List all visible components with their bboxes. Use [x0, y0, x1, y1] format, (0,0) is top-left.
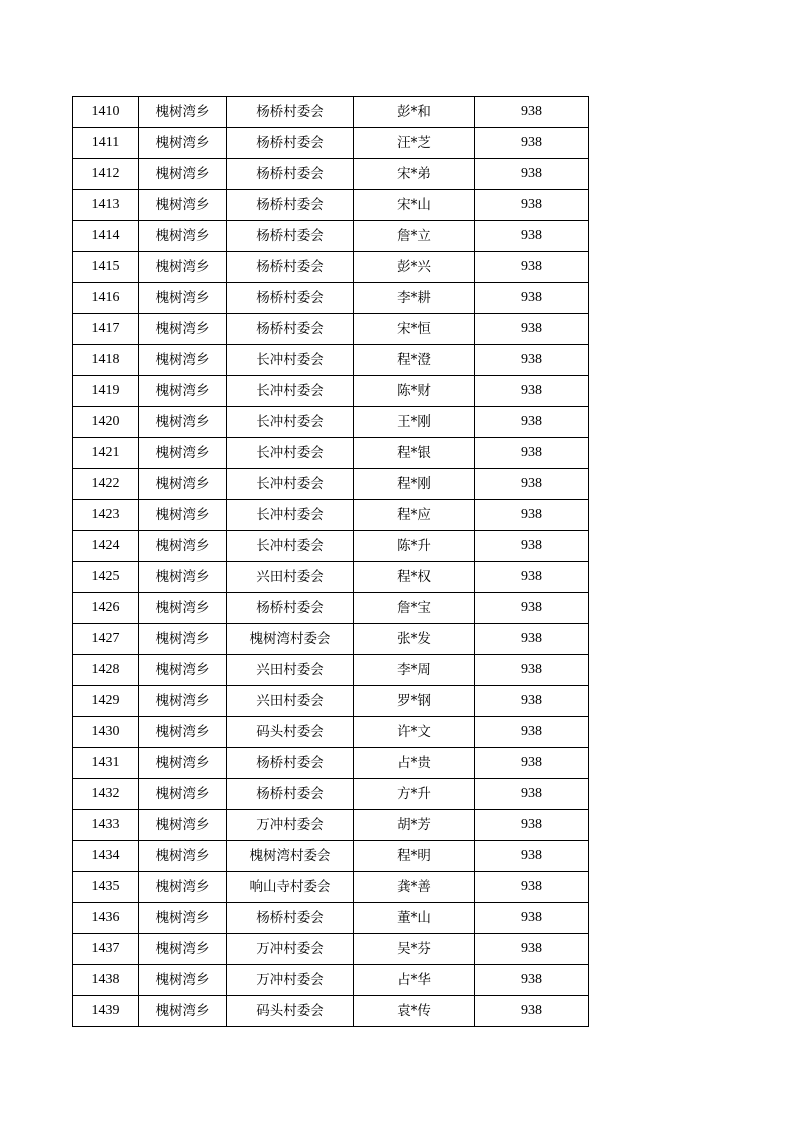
- person-name-cell: 宋*山: [354, 190, 475, 221]
- person-name-cell: 占*贵: [354, 748, 475, 779]
- row-number-cell: 1414: [73, 221, 139, 252]
- amount-cell: 938: [475, 872, 589, 903]
- row-number-cell: 1435: [73, 872, 139, 903]
- village-committee-cell: 响山寺村委会: [227, 872, 354, 903]
- township-cell: 槐树湾乡: [139, 252, 227, 283]
- village-committee-cell: 杨桥村委会: [227, 903, 354, 934]
- row-number-cell: 1431: [73, 748, 139, 779]
- village-committee-cell: 万冲村委会: [227, 965, 354, 996]
- table-row: [73, 562, 589, 593]
- township-cell: 槐树湾乡: [139, 841, 227, 872]
- row-number-cell: 1416: [73, 283, 139, 314]
- row-number-cell: 1410: [73, 97, 139, 128]
- person-name-cell: 彭*和: [354, 97, 475, 128]
- amount-cell: 938: [475, 531, 589, 562]
- person-name-cell: 吴*芬: [354, 934, 475, 965]
- roster-table: [72, 96, 589, 1027]
- person-name-cell: 许*文: [354, 717, 475, 748]
- row-number-cell: 1424: [73, 531, 139, 562]
- amount-cell: 938: [475, 221, 589, 252]
- person-name-cell: 程*澄: [354, 345, 475, 376]
- township-cell: 槐树湾乡: [139, 500, 227, 531]
- table-row: [73, 810, 589, 841]
- table-row: [73, 283, 589, 314]
- township-cell: 槐树湾乡: [139, 872, 227, 903]
- amount-cell: 938: [475, 748, 589, 779]
- township-cell: 槐树湾乡: [139, 717, 227, 748]
- person-name-cell: 袁*传: [354, 996, 475, 1027]
- township-cell: 槐树湾乡: [139, 593, 227, 624]
- row-number-cell: 1427: [73, 624, 139, 655]
- amount-cell: 938: [475, 779, 589, 810]
- table-row: [73, 748, 589, 779]
- amount-cell: 938: [475, 934, 589, 965]
- table-row: [73, 593, 589, 624]
- row-number-cell: 1419: [73, 376, 139, 407]
- person-name-cell: 程*明: [354, 841, 475, 872]
- village-committee-cell: 长冲村委会: [227, 438, 354, 469]
- roster-body: [73, 97, 589, 1027]
- row-number-cell: 1432: [73, 779, 139, 810]
- table-row: [73, 779, 589, 810]
- row-number-cell: 1420: [73, 407, 139, 438]
- village-committee-cell: 长冲村委会: [227, 407, 354, 438]
- village-committee-cell: 兴田村委会: [227, 655, 354, 686]
- person-name-cell: 张*发: [354, 624, 475, 655]
- amount-cell: 938: [475, 283, 589, 314]
- amount-cell: 938: [475, 810, 589, 841]
- village-committee-cell: 杨桥村委会: [227, 252, 354, 283]
- village-committee-cell: 兴田村委会: [227, 562, 354, 593]
- row-number-cell: 1429: [73, 686, 139, 717]
- township-cell: 槐树湾乡: [139, 376, 227, 407]
- amount-cell: 938: [475, 593, 589, 624]
- amount-cell: 938: [475, 562, 589, 593]
- village-committee-cell: 杨桥村委会: [227, 190, 354, 221]
- person-name-cell: 方*升: [354, 779, 475, 810]
- village-committee-cell: 码头村委会: [227, 996, 354, 1027]
- row-number-cell: 1422: [73, 469, 139, 500]
- row-number-cell: 1411: [73, 128, 139, 159]
- table-row: [73, 624, 589, 655]
- township-cell: 槐树湾乡: [139, 779, 227, 810]
- table-row: [73, 159, 589, 190]
- person-name-cell: 李*耕: [354, 283, 475, 314]
- village-committee-cell: 杨桥村委会: [227, 593, 354, 624]
- table-row: [73, 438, 589, 469]
- table-row: [73, 97, 589, 128]
- table-row: [73, 221, 589, 252]
- row-number-cell: 1426: [73, 593, 139, 624]
- township-cell: 槐树湾乡: [139, 407, 227, 438]
- amount-cell: 938: [475, 345, 589, 376]
- amount-cell: 938: [475, 190, 589, 221]
- row-number-cell: 1430: [73, 717, 139, 748]
- person-name-cell: 宋*弟: [354, 159, 475, 190]
- table-row: [73, 469, 589, 500]
- person-name-cell: 汪*芝: [354, 128, 475, 159]
- person-name-cell: 占*华: [354, 965, 475, 996]
- amount-cell: 938: [475, 996, 589, 1027]
- amount-cell: 938: [475, 407, 589, 438]
- township-cell: 槐树湾乡: [139, 469, 227, 500]
- row-number-cell: 1428: [73, 655, 139, 686]
- person-name-cell: 詹*立: [354, 221, 475, 252]
- person-name-cell: 詹*宝: [354, 593, 475, 624]
- village-committee-cell: 长冲村委会: [227, 500, 354, 531]
- township-cell: 槐树湾乡: [139, 996, 227, 1027]
- township-cell: 槐树湾乡: [139, 345, 227, 376]
- table-row: [73, 531, 589, 562]
- table-row: [73, 841, 589, 872]
- amount-cell: 938: [475, 624, 589, 655]
- person-name-cell: 程*权: [354, 562, 475, 593]
- person-name-cell: 彭*兴: [354, 252, 475, 283]
- person-name-cell: 王*刚: [354, 407, 475, 438]
- person-name-cell: 董*山: [354, 903, 475, 934]
- amount-cell: 938: [475, 717, 589, 748]
- village-committee-cell: 长冲村委会: [227, 469, 354, 500]
- village-committee-cell: 杨桥村委会: [227, 283, 354, 314]
- village-committee-cell: 万冲村委会: [227, 810, 354, 841]
- table-row: [73, 190, 589, 221]
- village-committee-cell: 码头村委会: [227, 717, 354, 748]
- village-committee-cell: 杨桥村委会: [227, 128, 354, 159]
- village-committee-cell: 万冲村委会: [227, 934, 354, 965]
- village-committee-cell: 杨桥村委会: [227, 159, 354, 190]
- township-cell: 槐树湾乡: [139, 283, 227, 314]
- row-number-cell: 1418: [73, 345, 139, 376]
- person-name-cell: 陈*财: [354, 376, 475, 407]
- amount-cell: 938: [475, 903, 589, 934]
- amount-cell: 938: [475, 438, 589, 469]
- table-row: [73, 717, 589, 748]
- row-number-cell: 1423: [73, 500, 139, 531]
- amount-cell: 938: [475, 314, 589, 345]
- township-cell: 槐树湾乡: [139, 314, 227, 345]
- amount-cell: 938: [475, 376, 589, 407]
- township-cell: 槐树湾乡: [139, 128, 227, 159]
- township-cell: 槐树湾乡: [139, 221, 227, 252]
- township-cell: 槐树湾乡: [139, 562, 227, 593]
- village-committee-cell: 杨桥村委会: [227, 748, 354, 779]
- person-name-cell: 宋*恒: [354, 314, 475, 345]
- township-cell: 槐树湾乡: [139, 97, 227, 128]
- township-cell: 槐树湾乡: [139, 810, 227, 841]
- row-number-cell: 1421: [73, 438, 139, 469]
- row-number-cell: 1417: [73, 314, 139, 345]
- village-committee-cell: 杨桥村委会: [227, 779, 354, 810]
- table-row: [73, 407, 589, 438]
- table-row: [73, 996, 589, 1027]
- row-number-cell: 1412: [73, 159, 139, 190]
- table-row: [73, 376, 589, 407]
- amount-cell: 938: [475, 159, 589, 190]
- amount-cell: 938: [475, 965, 589, 996]
- township-cell: 槐树湾乡: [139, 624, 227, 655]
- amount-cell: 938: [475, 500, 589, 531]
- amount-cell: 938: [475, 841, 589, 872]
- row-number-cell: 1434: [73, 841, 139, 872]
- village-committee-cell: 长冲村委会: [227, 345, 354, 376]
- row-number-cell: 1415: [73, 252, 139, 283]
- row-number-cell: 1433: [73, 810, 139, 841]
- village-committee-cell: 槐树湾村委会: [227, 841, 354, 872]
- table-row: [73, 252, 589, 283]
- amount-cell: 938: [475, 252, 589, 283]
- township-cell: 槐树湾乡: [139, 159, 227, 190]
- table-row: [73, 686, 589, 717]
- row-number-cell: 1436: [73, 903, 139, 934]
- amount-cell: 938: [475, 655, 589, 686]
- person-name-cell: 陈*升: [354, 531, 475, 562]
- township-cell: 槐树湾乡: [139, 965, 227, 996]
- table-row: [73, 965, 589, 996]
- person-name-cell: 程*银: [354, 438, 475, 469]
- person-name-cell: 龚*善: [354, 872, 475, 903]
- table-row: [73, 345, 589, 376]
- village-committee-cell: 杨桥村委会: [227, 97, 354, 128]
- amount-cell: 938: [475, 97, 589, 128]
- village-committee-cell: 兴田村委会: [227, 686, 354, 717]
- person-name-cell: 罗*钢: [354, 686, 475, 717]
- township-cell: 槐树湾乡: [139, 531, 227, 562]
- table-row: [73, 500, 589, 531]
- row-number-cell: 1413: [73, 190, 139, 221]
- village-committee-cell: 杨桥村委会: [227, 314, 354, 345]
- row-number-cell: 1438: [73, 965, 139, 996]
- person-name-cell: 李*周: [354, 655, 475, 686]
- village-committee-cell: 槐树湾村委会: [227, 624, 354, 655]
- village-committee-cell: 杨桥村委会: [227, 221, 354, 252]
- township-cell: 槐树湾乡: [139, 686, 227, 717]
- township-cell: 槐树湾乡: [139, 748, 227, 779]
- row-number-cell: 1425: [73, 562, 139, 593]
- person-name-cell: 程*应: [354, 500, 475, 531]
- table-row: [73, 128, 589, 159]
- table-row: [73, 314, 589, 345]
- person-name-cell: 胡*芳: [354, 810, 475, 841]
- township-cell: 槐树湾乡: [139, 655, 227, 686]
- row-number-cell: 1437: [73, 934, 139, 965]
- amount-cell: 938: [475, 686, 589, 717]
- table-row: [73, 934, 589, 965]
- township-cell: 槐树湾乡: [139, 438, 227, 469]
- amount-cell: 938: [475, 469, 589, 500]
- township-cell: 槐树湾乡: [139, 934, 227, 965]
- township-cell: 槐树湾乡: [139, 903, 227, 934]
- row-number-cell: 1439: [73, 996, 139, 1027]
- table-row: [73, 872, 589, 903]
- township-cell: 槐树湾乡: [139, 190, 227, 221]
- table-row: [73, 903, 589, 934]
- person-name-cell: 程*刚: [354, 469, 475, 500]
- village-committee-cell: 长冲村委会: [227, 376, 354, 407]
- village-committee-cell: 长冲村委会: [227, 531, 354, 562]
- table-row: [73, 655, 589, 686]
- amount-cell: 938: [475, 128, 589, 159]
